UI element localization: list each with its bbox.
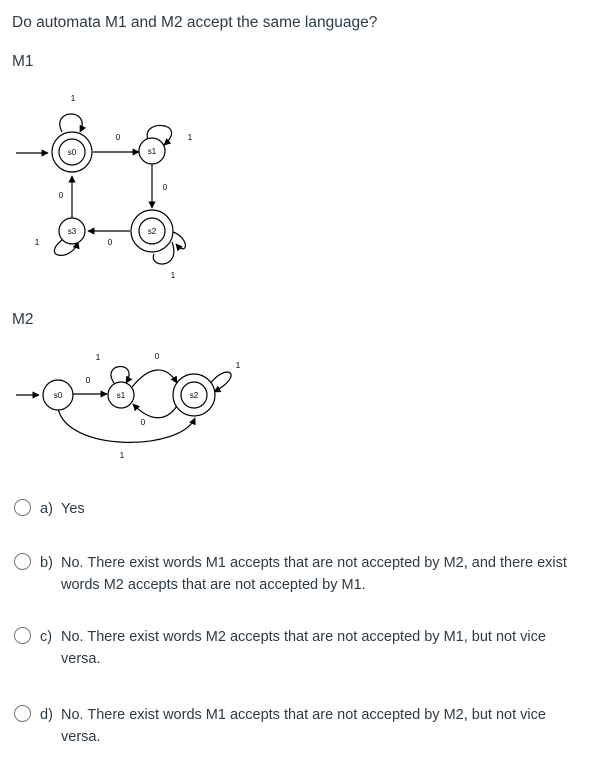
option-d-radio[interactable] bbox=[14, 705, 31, 722]
m2-label-s0-s1: 0 bbox=[85, 376, 91, 385]
m2-label-s2-s1: 0 bbox=[140, 418, 146, 427]
m2-state-s2 bbox=[173, 374, 215, 416]
option-b-text: No. There exist words M1 accepts that are not accepted by M2, and there exist words M2 accepts that are not accepted by M1. bbox=[61, 555, 567, 593]
m2-label-s1-s2: 0 bbox=[154, 352, 160, 361]
m2-label-s0-s2: 1 bbox=[119, 451, 125, 460]
option-a-key: a) bbox=[40, 501, 53, 517]
option-c-key: c) bbox=[40, 629, 53, 645]
svg-text:s0: s0 bbox=[67, 148, 77, 157]
m2-label-s1-self: 1 bbox=[95, 353, 101, 362]
m2-label-s2-self: 1 bbox=[235, 361, 241, 370]
svg-text:s0: s0 bbox=[53, 391, 63, 400]
option-a[interactable] bbox=[14, 498, 581, 520]
question-text: Do automata M1 and M2 accept the same language? bbox=[12, 14, 378, 31]
m1-label-s0-s1: 0 bbox=[115, 133, 121, 142]
m2-diagram bbox=[0, 345, 260, 465]
m1-label-s3-self: 1 bbox=[34, 238, 40, 247]
m1-label-s1-self: 1 bbox=[187, 133, 193, 142]
m1-label: M1 bbox=[12, 53, 34, 70]
option-a-text: Yes bbox=[61, 501, 85, 517]
m1-state-s0 bbox=[52, 132, 92, 172]
option-b-radio[interactable] bbox=[14, 553, 31, 570]
option-a-label[interactable] bbox=[40, 498, 581, 520]
option-b[interactable] bbox=[14, 552, 581, 596]
m1-state-s3 bbox=[59, 218, 85, 244]
m1-label-s1-s2: 0 bbox=[162, 183, 168, 192]
svg-text:s2: s2 bbox=[147, 227, 157, 236]
svg-text:s1: s1 bbox=[116, 391, 126, 400]
svg-text:s2: s2 bbox=[189, 391, 199, 400]
option-b-key: b) bbox=[40, 555, 53, 571]
option-c-text: No. There exist words M2 accepts that are not accepted by M1, but not vice versa. bbox=[61, 629, 546, 667]
m1-label-s3-s0: 0 bbox=[58, 191, 64, 200]
m1-label-s0-self: 1 bbox=[70, 94, 76, 103]
m2-label: M2 bbox=[12, 311, 34, 328]
option-d-key: d) bbox=[40, 707, 53, 723]
option-d-text: No. There exist words M1 accepts that are not accepted by M2, but not vice versa. bbox=[61, 707, 546, 745]
m2-edge-s0-s2 bbox=[58, 408, 195, 442]
option-d[interactable] bbox=[14, 704, 581, 748]
m1-state-s2 bbox=[131, 210, 173, 252]
option-d-label[interactable] bbox=[40, 704, 581, 748]
m1-state-s1 bbox=[139, 138, 165, 164]
m2-edge-s2-s1 bbox=[133, 404, 177, 418]
option-c[interactable] bbox=[14, 626, 581, 670]
m2-state-s1 bbox=[108, 382, 134, 408]
option-c-radio[interactable] bbox=[14, 627, 31, 644]
m1-label-s2-self: 1 bbox=[170, 271, 176, 280]
m2-edge-s1-self bbox=[111, 366, 129, 383]
m1-label-s2-s3: 0 bbox=[107, 238, 113, 247]
m1-diagram bbox=[0, 85, 220, 285]
option-a-radio[interactable] bbox=[14, 499, 31, 516]
svg-text:s3: s3 bbox=[67, 227, 77, 236]
m1-edge-s0-self bbox=[60, 114, 82, 132]
svg-text:s1: s1 bbox=[147, 147, 157, 156]
m1-edge-s2-self-head bbox=[173, 232, 185, 249]
m2-edge-s1-s2 bbox=[132, 370, 177, 387]
option-b-label[interactable] bbox=[40, 552, 581, 596]
m2-state-s0 bbox=[43, 380, 73, 410]
option-c-label[interactable] bbox=[40, 626, 581, 670]
